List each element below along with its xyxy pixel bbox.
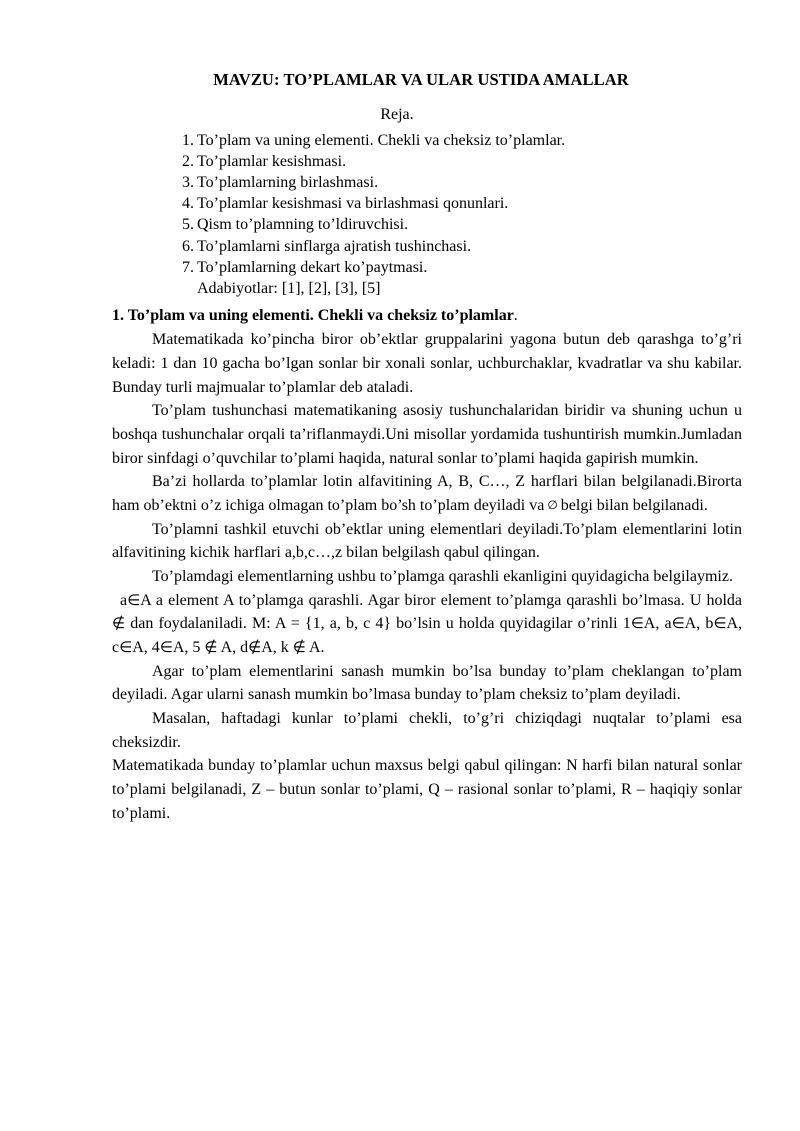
- paragraph-7: Agar to’plam elementlarini sanash mumkin bo’lsa bunday to’plam cheklangan to’plam deyiladi. Agar ularni sanash mumkin bo’lmasa bunday to’plam cheksiz to’plam deyiladi.: [112, 662, 742, 704]
- paragraph-3: [112, 470, 742, 517]
- paragraph-8: Masalan, haftadagi kunlar to’plami chekli, to’g’ri chiziqdagi nuqtalar to’plami esa cheksizdir.: [112, 710, 742, 751]
- list-item-label: To’plam va uning elementi. Chekli va cheksiz to’plamlar.: [197, 132, 566, 150]
- section-heading-tail: .: [513, 306, 518, 324]
- membership-text-2: dan foydalaniladi. M: A = {1, a, b, c 4} bo’lsin u holda quyidagilar o’rinli 1: [130, 615, 631, 633]
- list-item-label: To’plamlarning birlashmasi.: [197, 174, 379, 192]
- membership-a: a: [120, 591, 128, 609]
- membership-text-3: A, a: [643, 615, 672, 633]
- paragraph-2: To’plam tushunchasi matematikaning asosiy tushunchalaridan biridir va shuning uchun u boshqa tushunchalar orqali ta’riflanmaydi.Uni misollar yordamida tushuntirish mumkin.Jumladan biror sinfdagi o’quvchilar to’plami haqida, natural sonlar to’plami haqida gapirish mumkin.: [112, 402, 742, 467]
- list-item-number: 3.: [182, 174, 194, 192]
- paragraph-6-membership: [112, 589, 742, 660]
- list-item-label: To’plamlarni sinflarga ajratish tushinchasi.: [197, 237, 472, 255]
- list-item: [112, 214, 742, 235]
- element-of-icon: ∈: [127, 590, 141, 609]
- list-item: [112, 257, 742, 278]
- list-item-number: 6.: [182, 237, 194, 255]
- membership-text-6: A, 4: [132, 639, 160, 657]
- membership-text-5: A, c: [112, 615, 742, 657]
- element-of-icon: ∈: [159, 638, 173, 657]
- list-item: [112, 172, 742, 193]
- paragraph-1: Matematikada ko’pincha biror ob’ektlar gruppalarini yagona butun deb qarashga to’g’ri keladi: 1 dan 10 gacha bo’lgan sonlar bir xonali sonlar, uchburchaklar, kvadratlar va shu kabilar. Bunday turli majmualar to’plamlar deb ataladi.: [112, 331, 742, 396]
- empty-set-icon: ∅: [547, 497, 558, 512]
- element-of-icon: ∈: [671, 614, 685, 633]
- list-item-label: To’plamlar kesishmasi va birlashmasi qonunlari.: [197, 195, 509, 213]
- list-item-number: 2.: [182, 153, 194, 171]
- plan-list: [112, 130, 742, 278]
- list-item-label: Qism to’plamning to’ldiruvchisi.: [197, 216, 409, 234]
- section-heading: [112, 305, 742, 327]
- plan-label: Reja.: [380, 105, 414, 123]
- paragraph-3-part2: belgi bilan belgilanadi.: [560, 496, 708, 514]
- paragraph-3-part1: Ba’zi hollarda to’plamlar lotin alfavitining A, B, C…, Z harflari bilan belgilanadi.Birorta ham ob’ektni o’z ichiga olmagan to’plam bo’sh to’plam deyiladi va: [112, 473, 742, 514]
- page-title: MAVZU: TO’PLAMLAR VA ULAR USTIDA AMALLAR: [213, 70, 629, 89]
- membership-text-4: A, b: [684, 615, 714, 633]
- list-item-label: To’plamlar kesishmasi.: [197, 153, 347, 171]
- section-heading-text: 1. To’plam va uning elementi. Chekli va cheksiz to’plamlar: [112, 306, 514, 324]
- list-item-number: 7.: [182, 258, 194, 276]
- paragraph-4: To’plamni tashkil etuvchi ob’ektlar uning elementlari deyiladi.To’plam elementlarini lotin alfavitining kichik harflari a,b,c…,z bilan belgilash qabul qilingan.: [112, 520, 742, 562]
- paragraph-9: Matematikada bunday to’plamlar uchun maxsus belgi qabul qilingan: N harfi bilan natural sonlar to’plami belgilanadi, Z – butun sonlar to’plami, Q – rasional sonlar to’plami, R – haqiqiy sonlar to’plami.: [112, 757, 742, 822]
- list-item-number: 4.: [182, 195, 194, 213]
- element-of-icon: ∈: [713, 614, 727, 633]
- list-item-label: To’plamlarning dekart ko’paytmasi.: [197, 258, 428, 276]
- membership-text-7: A, 5: [172, 639, 201, 657]
- membership-text-1: A a element A to’plamga qarashli. Agar biror element to’plamga qarashli bo’lmasa. U holda: [140, 591, 742, 609]
- not-element-of-icon: ∉: [292, 638, 306, 657]
- not-element-of-icon: ∉: [248, 638, 262, 657]
- element-of-icon: ∈: [630, 614, 644, 633]
- list-item: [112, 151, 742, 172]
- list-item-number: 1.: [182, 132, 194, 150]
- references-line: Adabiyotlar: [1], [2], [3], [5]: [197, 279, 381, 297]
- list-item: [112, 193, 742, 214]
- not-element-of-icon: ∉: [204, 638, 218, 657]
- list-item: [112, 236, 742, 257]
- paragraph-5: To’plamdagi elementlarning ushbu to’plamga qarashli ekanligini quyidagicha belgilaymiz.: [152, 568, 733, 585]
- element-of-icon: ∈: [119, 638, 133, 657]
- membership-text-10: A.: [309, 639, 325, 657]
- membership-text-8: A, d: [220, 639, 249, 657]
- list-item: [112, 130, 742, 151]
- not-element-of-icon: ∉: [112, 614, 126, 633]
- list-item-number: 5.: [182, 216, 194, 234]
- membership-text-9: A, k: [261, 639, 289, 657]
